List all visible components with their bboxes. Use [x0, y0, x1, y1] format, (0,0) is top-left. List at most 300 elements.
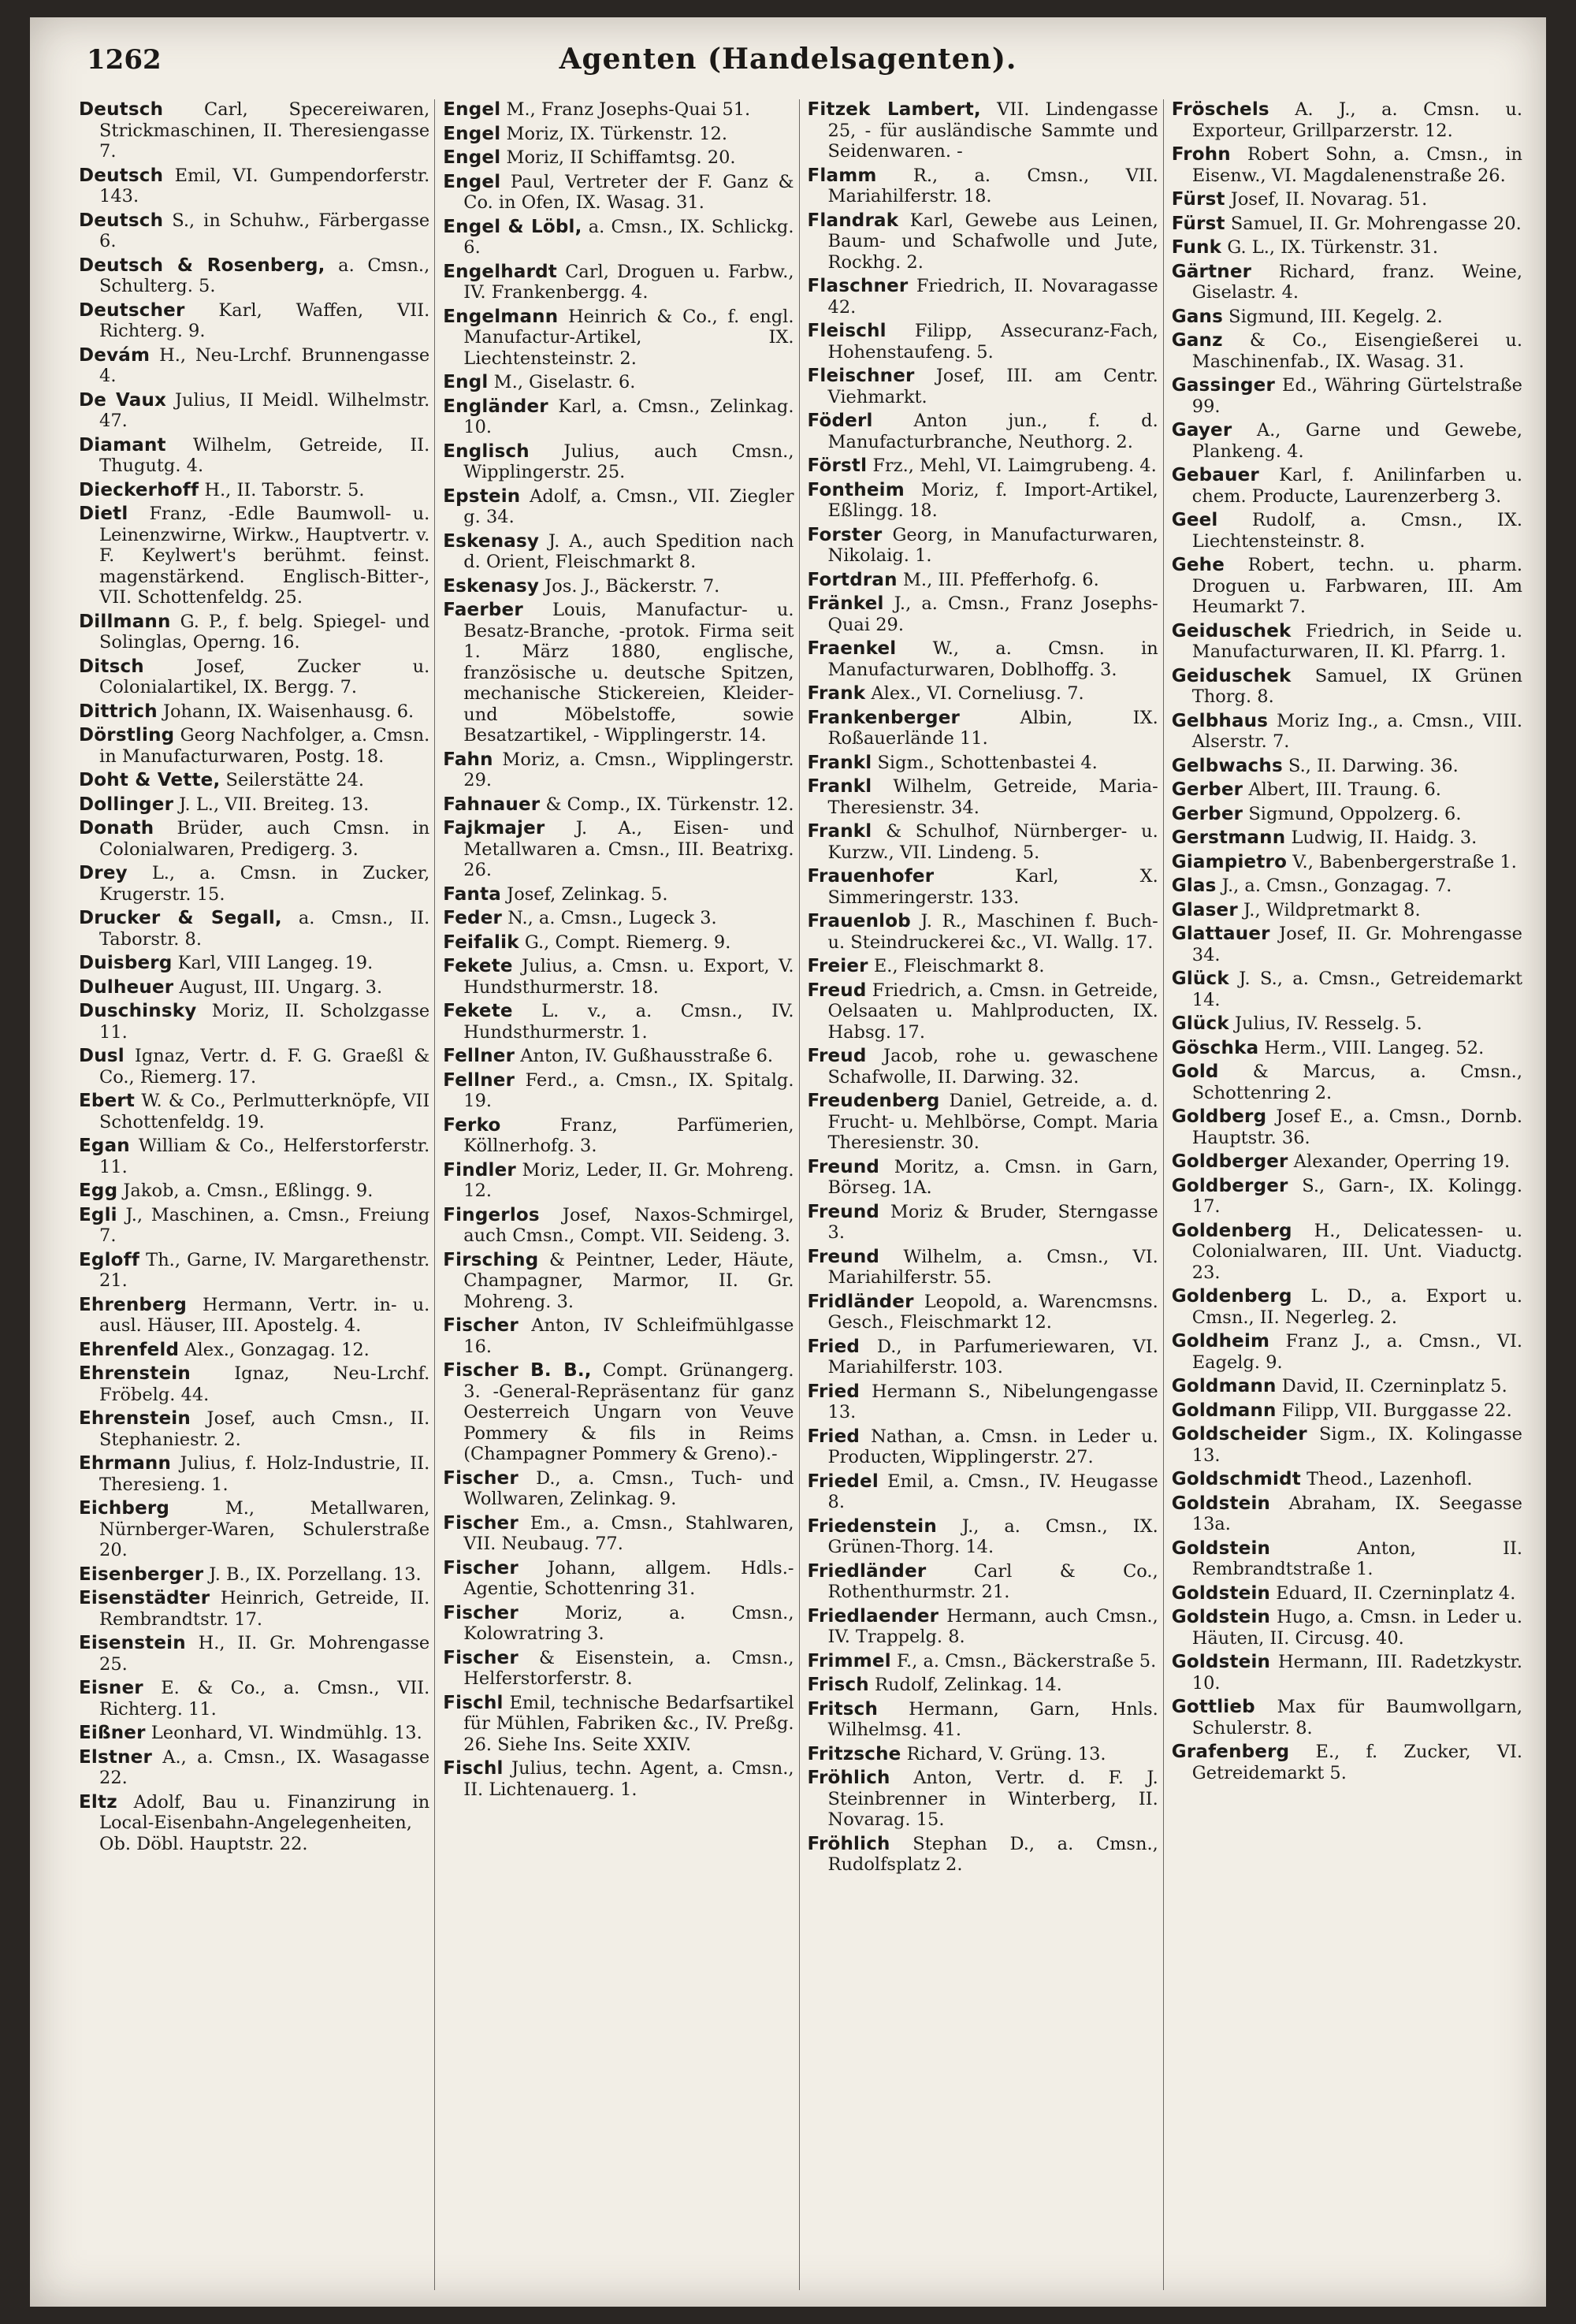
- column-4: [1172, 99, 1527, 2290]
- entry-name: Duisberg: [79, 953, 173, 973]
- entry-details: Abraham, IX. Seegasse 13a.: [1191, 1493, 1522, 1534]
- directory-entry: [443, 124, 794, 145]
- entry-details: Karl, VIII Langeg. 19.: [172, 953, 374, 973]
- entry-name: Eisner: [79, 1678, 143, 1698]
- directory-page: [30, 17, 1546, 2307]
- entry-name: Friedlaender: [807, 1605, 939, 1627]
- directory-entry: [79, 977, 429, 998]
- entry-details: Moriz, II. Scholzgasse 11.: [99, 1001, 430, 1043]
- entry-name: Fischer: [443, 1557, 519, 1578]
- entry-name: Goldstein: [1171, 1538, 1271, 1559]
- entry-details: Filipp, Assecuranz-Fach, Hohenstaufeng. 5.: [827, 321, 1158, 363]
- directory-entry: [79, 1001, 429, 1043]
- entry-details: Julius, auch Cmsn., Wipplingerstr. 25.: [463, 441, 794, 482]
- entry-name: Gerber: [1171, 779, 1243, 800]
- directory-entry: [443, 217, 794, 258]
- entry-details: J., a. Cmsn., Gonzagag. 7.: [1216, 876, 1452, 896]
- entry-details: Friedrich, a. Cmsn. in Getreide, Oelsaaten u. Mahlproducten, IX. Habsg. 17.: [827, 980, 1158, 1043]
- entry-details: N., a. Cmsn., Lugeck 3.: [502, 908, 717, 928]
- entry-name: Fleischner: [807, 366, 915, 386]
- entry-name: Fahn: [443, 749, 493, 770]
- entry-name: Feder: [443, 908, 503, 928]
- directory-entry: [1172, 1286, 1522, 1328]
- entry-details: Robert, techn. u. pharm. Droguen u. Farbwaren, III. Am Heumarkt 7.: [1191, 555, 1522, 617]
- directory-columns: [79, 99, 1527, 2290]
- entry-details: Em., a. Cmsn., Stahlwaren, VII. Neubaug. 77.: [463, 1512, 794, 1554]
- entry-name: Frisch: [807, 1675, 869, 1695]
- directory-entry: [808, 1699, 1158, 1741]
- column-3: [808, 99, 1164, 2290]
- entry-details: Max für Baumwollgarn, Schulerstr. 8.: [1191, 1697, 1522, 1738]
- entry-name: Goldmann: [1171, 1376, 1277, 1396]
- directory-entry: [79, 1792, 429, 1855]
- entry-name: Gottlieb: [1171, 1697, 1255, 1717]
- entry-details: Julius, f. Holz-Industrie, II. Theresieng. 1.: [99, 1453, 430, 1495]
- entry-name: Goldstein: [1171, 1582, 1271, 1604]
- entry-name: Flaschner: [807, 276, 909, 296]
- entry-details: S., II. Darwing. 36.: [1282, 755, 1459, 776]
- directory-entry: [443, 794, 794, 816]
- entry-details: & Comp., IX. Türkenstr. 12.: [540, 794, 794, 815]
- entry-name: Goldstein: [1171, 1652, 1271, 1672]
- directory-entry: [443, 1758, 794, 1800]
- entry-name: Goldenberg: [1171, 1286, 1292, 1307]
- entry-details: a. Cmsn., Schulterg. 5.: [99, 255, 430, 296]
- directory-entry: [443, 1603, 794, 1645]
- entry-details: Hermann, III. Radetzkystr. 10.: [1191, 1652, 1522, 1694]
- entry-name: Eißner: [79, 1723, 146, 1743]
- entry-name: Geel: [1171, 510, 1218, 530]
- entry-details: Daniel, Getreide, a. d. Frucht- u. Mehlbörse, Compt. Maria Theresienstr. 30.: [827, 1091, 1158, 1153]
- entry-name: Gehe: [1171, 555, 1225, 575]
- directory-entry: [1172, 420, 1522, 462]
- entry-details: Josef, Naxos-Schmirgel, auch Cmsn., Compt. VII. Seideng. 3.: [463, 1204, 794, 1246]
- entry-details: Albert, III. Traung. 6.: [1243, 779, 1441, 800]
- entry-name: Dulheuer: [79, 976, 174, 998]
- directory-entry: [443, 1046, 794, 1067]
- entry-details: Josef, Zucker u. Colonialartikel, IX. Bergg. 7.: [99, 656, 430, 697]
- entry-details: G., Compt. Riemerg. 9.: [519, 931, 731, 953]
- entry-details: J. A., Eisen- und Metallwaren a. Cmsn., III. Beatrixg. 26.: [463, 818, 794, 880]
- entry-name: Englisch: [443, 441, 530, 462]
- entry-details: Julius, a. Cmsn. u. Export, V. Hundsthurmerstr. 18.: [463, 956, 794, 998]
- entry-name: Engelhardt: [443, 261, 557, 282]
- directory-entry: [808, 911, 1158, 953]
- directory-entry: [1172, 779, 1522, 801]
- entry-name: Ebert: [79, 1091, 136, 1111]
- entry-details: F., a. Cmsn., Bäckerstraße 5.: [890, 1650, 1157, 1671]
- directory-entry: [443, 600, 794, 746]
- entry-details: Josef, Zelinkag. 5.: [501, 883, 668, 905]
- entry-name: Frankl: [807, 821, 872, 842]
- directory-entry: [1172, 969, 1522, 1010]
- entry-details: Carl & Co., Rothenthurmstr. 21.: [827, 1560, 1158, 1602]
- directory-entry: [808, 1157, 1158, 1199]
- directory-entry: [1172, 1013, 1522, 1035]
- entry-details: Adolf, a. Cmsn., VII. Ziegler g. 34.: [463, 485, 794, 527]
- directory-entry: [443, 441, 794, 483]
- directory-entry: [443, 818, 794, 881]
- entry-details: Wilhelm, a. Cmsn., VI. Mariahilferstr. 55.: [827, 1246, 1158, 1288]
- entry-details: J., Maschinen, a. Cmsn., Freiung 7.: [99, 1204, 430, 1246]
- directory-entry: [808, 980, 1158, 1043]
- entry-details: Emil, technische Bedarfsartikel für Mühlen, Fabriken &c., IV. Preßg. 26. Siehe Ins. Seite XXIV.: [463, 1692, 794, 1755]
- directory-entry: [443, 1001, 794, 1043]
- entry-name: Goldberger: [1171, 1151, 1288, 1172]
- entry-details: Heinrich, Getreide, II. Rembrandtstr. 17.: [99, 1588, 430, 1630]
- entry-name: Fränkel: [807, 593, 884, 614]
- entry-details: E., Fleischmarkt 8.: [868, 956, 1045, 976]
- entry-name: Glattauer: [1171, 924, 1270, 944]
- entry-name: Fischer: [443, 1647, 519, 1668]
- entry-name: Ehrmann: [79, 1453, 172, 1474]
- directory-entry: [79, 1091, 429, 1132]
- entry-name: Feifalik: [443, 931, 519, 953]
- entry-details: Friedrich, II. Novaragasse 42.: [827, 276, 1158, 318]
- directory-entry: [808, 1247, 1158, 1288]
- entry-name: Fridländer: [807, 1291, 914, 1312]
- directory-entry: [79, 1046, 429, 1088]
- entry-name: Eisenstädter: [79, 1588, 210, 1608]
- entry-name: Föderl: [807, 411, 873, 431]
- directory-entry: [1172, 711, 1522, 753]
- entry-details: H., II. Taborstr. 5.: [199, 479, 365, 500]
- entry-details: G. L., IX. Türkenstr. 31.: [1221, 237, 1439, 258]
- directory-entry: [808, 525, 1158, 567]
- entry-details: Moriz, f. Import-Artikel, Eßlingg. 18.: [827, 479, 1158, 521]
- entry-details: A., a. Cmsn., IX. Wasagasse 22.: [99, 1746, 430, 1788]
- directory-entry: [808, 99, 1158, 162]
- entry-name: Giampietro: [1171, 851, 1288, 872]
- entry-name: Gans: [1171, 306, 1224, 327]
- entry-details: J. B., IX. Porzellang. 13.: [203, 1564, 422, 1585]
- entry-details: Karl, Gewebe aus Leinen, Baum- und Schafwolle und Jute, Rockhg. 2.: [827, 210, 1158, 273]
- entry-name: Gelbhaus: [1171, 710, 1269, 731]
- entry-details: J., Wildpretmarkt 8.: [1237, 899, 1421, 920]
- entry-name: De Vaux: [79, 389, 167, 411]
- directory-entry: [1172, 189, 1522, 210]
- entry-name: Drey: [79, 863, 128, 883]
- entry-name: Freud: [807, 980, 867, 1001]
- directory-entry: [1172, 1331, 1522, 1373]
- directory-entry: [443, 956, 794, 998]
- entry-name: Eltz: [79, 1791, 117, 1813]
- entry-details: M., Franz Josephs-Quai 51.: [500, 99, 751, 120]
- directory-entry: [1172, 144, 1522, 186]
- entry-details: & Schulhof, Nürnberger- u. Kurzw., VII. Lindeng. 5.: [827, 821, 1158, 863]
- entry-details: & Peintner, Leder, Häute, Champagner, Marmor, II. Gr. Mohreng. 3.: [463, 1249, 794, 1312]
- entry-name: Gerber: [1171, 803, 1243, 824]
- entry-name: Eskenasy: [443, 575, 540, 597]
- directory-entry: [79, 1181, 429, 1202]
- entry-details: M., III. Pfefferhofg. 6.: [897, 569, 1099, 590]
- directory-entry: [79, 1363, 429, 1405]
- directory-entry: [808, 638, 1158, 680]
- entry-details: M., Giselastr. 6.: [488, 372, 636, 392]
- entry-name: Fröschels: [1171, 99, 1269, 120]
- directory-entry: [79, 725, 429, 767]
- directory-entry: [1172, 555, 1522, 618]
- entry-name: Ehrenstein: [79, 1363, 191, 1384]
- entry-name: Eisenstein: [79, 1633, 186, 1653]
- entry-details: Ed., Währing Gürtelstraße 99.: [1191, 375, 1522, 417]
- directory-entry: [1172, 1469, 1522, 1490]
- entry-details: Robert Sohn, a. Cmsn., in Eisenw., VI. Magdalenenstraße 26.: [1191, 144, 1522, 186]
- directory-entry: [79, 504, 429, 608]
- entry-name: Ditsch: [79, 656, 144, 677]
- directory-entry: [79, 1588, 429, 1630]
- entry-details: Ferd., a. Cmsn., IX. Spitalg. 19.: [463, 1069, 794, 1111]
- entry-name: Goldstein: [1171, 1493, 1271, 1514]
- entry-name: Glaser: [1171, 899, 1238, 920]
- column-1: [79, 99, 435, 2290]
- entry-details: D., a. Cmsn., Tuch- und Wollwaren, Zelinkag. 9.: [463, 1467, 794, 1509]
- directory-entry: [79, 1453, 429, 1495]
- entry-details: & Marcus, a. Cmsn., Schottenring 2.: [1191, 1062, 1522, 1103]
- entry-name: Dillmann: [79, 611, 171, 632]
- entry-details: Karl, f. Anilinfarben u. chem. Producte, Laurenzerberg 3.: [1191, 465, 1522, 507]
- entry-name: Dörstling: [79, 725, 175, 746]
- directory-entry: [808, 776, 1158, 818]
- entry-details: Karl, X. Simmeringerstr. 133.: [827, 866, 1158, 908]
- directory-entry: [1172, 307, 1522, 328]
- entry-name: Freund: [807, 1201, 880, 1222]
- entry-details: Alex., Gonzagag. 12.: [179, 1339, 370, 1360]
- directory-entry: [79, 255, 429, 297]
- entry-details: V., Babenbergerstraße 1.: [1287, 851, 1517, 872]
- entry-name: Geiduschek: [1171, 620, 1292, 641]
- directory-entry: [79, 794, 429, 816]
- directory-entry: [79, 99, 429, 162]
- directory-entry: [1172, 756, 1522, 777]
- directory-entry: [79, 1340, 429, 1361]
- entry-details: Alex., VI. Corneliusg. 7.: [865, 683, 1084, 704]
- entry-name: Frankl: [807, 776, 872, 797]
- entry-details: Johann, IX. Waisenhausg. 6.: [157, 701, 414, 722]
- directory-entry: [443, 1360, 794, 1465]
- entry-name: Engländer: [443, 396, 548, 417]
- directory-entry: [1172, 237, 1522, 258]
- entry-details: Th., Garne, IV. Margarethenstr. 21.: [99, 1249, 430, 1291]
- entry-name: Fitzek Lambert,: [807, 99, 981, 120]
- entry-name: Fried: [807, 1426, 860, 1447]
- entry-details: Karl, Waffen, VII. Richterg. 9.: [99, 299, 430, 341]
- entry-details: Moriz, a. Cmsn., Wipplingerstr. 29.: [463, 749, 794, 790]
- entry-name: Fellner: [443, 1046, 515, 1066]
- entry-details: H., Neu-Lrchf. Brunnengasse 4.: [99, 344, 430, 386]
- page-number: 1262: [87, 44, 162, 76]
- directory-entry: [443, 1115, 794, 1157]
- directory-entry: [1172, 1493, 1522, 1535]
- directory-entry: [443, 932, 794, 954]
- entry-details: Carl, Droguen u. Farbw., IV. Frankenbergg. 4.: [463, 261, 794, 303]
- directory-entry: [1172, 1400, 1522, 1422]
- directory-entry: [808, 321, 1158, 363]
- entry-name: Eichberg: [79, 1498, 170, 1519]
- entry-name: Deutsch: [79, 99, 164, 120]
- directory-entry: [1172, 1038, 1522, 1059]
- entry-details: Jos. J., Bäckerstr. 7.: [539, 575, 720, 597]
- entry-details: Samuel, II. Gr. Mohrengasse 20.: [1225, 213, 1522, 234]
- entry-details: R., a. Cmsn., VII. Mariahilferstr. 18.: [827, 165, 1158, 206]
- entry-details: Anton, IV. Gußhausstraße 6.: [515, 1046, 774, 1066]
- directory-entry: [1172, 1742, 1522, 1783]
- directory-entry: [443, 1513, 794, 1555]
- entry-details: Anton jun., f. d. Manufacturbranche, Neuthorg. 2.: [827, 411, 1158, 452]
- entry-name: Engel & Löbl,: [443, 216, 582, 237]
- entry-details: Anton, Vertr. d. F. J. Steinbrenner in Winterberg, II. Novarag. 15.: [827, 1768, 1158, 1830]
- entry-details: William & Co., Helferstorferstr. 11.: [99, 1136, 430, 1177]
- entry-name: Eskenasy: [443, 530, 540, 552]
- directory-entry: [808, 1471, 1158, 1513]
- directory-entry: [79, 1136, 429, 1177]
- entry-details: Wilhelm, Getreide, Maria-Theresienstr. 34.: [827, 776, 1158, 818]
- entry-name: Frohn: [1171, 144, 1231, 165]
- entry-name: Fröhlich: [807, 1768, 890, 1788]
- entry-name: Flamm: [807, 165, 877, 186]
- directory-entry: [808, 210, 1158, 273]
- entry-name: Frimmel: [807, 1650, 891, 1671]
- entry-details: Friedrich, in Seide u. Manufacturwaren, II. Kl. Pfarrg. 1.: [1191, 620, 1522, 662]
- entry-details: Josef, III. am Centr. Viehmarkt.: [827, 366, 1158, 407]
- directory-entry: [1172, 1062, 1522, 1103]
- directory-entry: [79, 770, 429, 791]
- entry-details: Moriz, a. Cmsn., Kolowratring 3.: [463, 1602, 794, 1644]
- entry-name: Glück: [1171, 1013, 1229, 1034]
- entry-details: W., a. Cmsn. in Manufacturwaren, Doblhoffg. 3.: [827, 638, 1158, 680]
- entry-name: Fekete: [443, 1001, 513, 1021]
- directory-entry: [443, 486, 794, 528]
- entry-details: Hugo, a. Cmsn. in Leder u. Häuten, II. Circusg. 40.: [1191, 1607, 1522, 1649]
- entry-details: Franz J., a. Cmsn., VI. Eagelg. 9.: [1191, 1331, 1522, 1373]
- entry-name: Ferko: [443, 1114, 501, 1136]
- directory-entry: [808, 165, 1158, 207]
- entry-details: Sigm., IX. Kolingasse 13.: [1191, 1424, 1522, 1466]
- entry-details: Seilerstätte 24.: [220, 770, 365, 790]
- entry-details: Frz., Mehl, VI. Laimgrubeng. 4.: [867, 456, 1157, 476]
- entry-details: Sigmund, Oppolzerg. 6.: [1243, 803, 1462, 824]
- directory-entry: [808, 276, 1158, 318]
- entry-details: Rudolf, Zelinkag. 14.: [868, 1675, 1062, 1695]
- entry-details: L. D., a. Export u. Cmsn., II. Negerleg. 2.: [1191, 1286, 1522, 1328]
- entry-details: Moriz & Bruder, Sterngasse 3.: [827, 1201, 1158, 1243]
- directory-entry: [1172, 1376, 1522, 1397]
- directory-entry: [808, 866, 1158, 908]
- directory-entry: [443, 99, 794, 121]
- entry-name: Fortdran: [807, 569, 898, 590]
- directory-entry: [443, 1558, 794, 1600]
- entry-details: Moriz, II Schiffamtsg. 20.: [500, 147, 736, 168]
- entry-details: Ignaz, Neu-Lrchf. Fröbelg. 44.: [99, 1363, 430, 1405]
- directory-entry: [1172, 375, 1522, 417]
- entry-name: Goldmann: [1171, 1400, 1277, 1421]
- directory-entry: [443, 1315, 794, 1357]
- entry-details: Herm., VIII. Langeg. 52.: [1258, 1037, 1485, 1058]
- directory-entry: [79, 612, 429, 653]
- entry-name: Goldscheider: [1171, 1424, 1307, 1445]
- directory-entry: [443, 147, 794, 169]
- entry-name: Epstein: [443, 485, 521, 507]
- entry-details: Samuel, IX Grünen Thorg. 8.: [1191, 665, 1522, 707]
- entry-name: Freudenberg: [807, 1091, 940, 1111]
- entry-details: Nathan, a. Cmsn. in Leder u. Producten, Wipplingerstr. 27.: [827, 1426, 1158, 1467]
- directory-entry: [79, 1747, 429, 1789]
- entry-name: Fingerlos: [443, 1204, 540, 1225]
- entry-details: A. J., a. Cmsn. u. Exporteur, Grillparzerstr. 12.: [1191, 99, 1522, 141]
- entry-name: Egloff: [79, 1249, 140, 1270]
- entry-name: Gärtner: [1171, 261, 1252, 282]
- entry-name: Fischer: [443, 1315, 519, 1336]
- directory-entry: [1172, 1176, 1522, 1218]
- directory-entry: [443, 531, 794, 573]
- entry-name: Fröhlich: [807, 1833, 890, 1854]
- entry-details: Franz, Parfümerien, Köllnerhofg. 3.: [463, 1114, 794, 1156]
- entry-details: S., Garn-, IX. Kolingg. 17.: [1191, 1175, 1522, 1217]
- directory-entry: [79, 1408, 429, 1450]
- entry-details: Ludwig, II. Haidg. 3.: [1285, 827, 1478, 848]
- directory-entry: [808, 1337, 1158, 1378]
- entry-name: Gebauer: [1171, 465, 1259, 485]
- entry-details: Jacob, rohe u. gewaschene Schafwolle, II. Darwing. 32.: [827, 1046, 1158, 1088]
- entry-name: Fontheim: [807, 479, 905, 500]
- entry-name: Eisenberger: [79, 1564, 204, 1585]
- directory-entry: [79, 165, 429, 207]
- entry-details: Hermann, auch Cmsn., IV. Trappelg. 8.: [827, 1605, 1158, 1647]
- entry-details: L. v., a. Cmsn., IV. Hundsthurmerstr. 1.: [463, 1001, 794, 1043]
- entry-name: Friedländer: [807, 1560, 927, 1582]
- directory-entry: [443, 908, 794, 929]
- entry-name: Goldschmidt: [1171, 1469, 1301, 1489]
- directory-entry: [1172, 827, 1522, 849]
- entry-name: Deutsch: [79, 165, 164, 186]
- directory-entry: [808, 480, 1158, 522]
- entry-details: August, III. Ungarg. 3.: [173, 976, 383, 998]
- directory-entry: [808, 456, 1158, 477]
- directory-entry: [443, 1160, 794, 1202]
- entry-details: Paul, Vertreter der F. Ganz & Co. in Ofen, IX. Wasag. 31.: [463, 171, 794, 213]
- entry-name: Dieckerhoff: [79, 479, 199, 500]
- entry-name: Egli: [79, 1204, 117, 1225]
- entry-details: Josef, auch Cmsn., II. Stephaniestr. 2.: [99, 1408, 430, 1450]
- entry-details: A., Garne und Gewebe, Plankeng. 4.: [1191, 420, 1522, 462]
- entry-details: Leonhard, VI. Windmühlg. 13.: [145, 1723, 422, 1743]
- entry-details: Anton, II. Rembrandtstraße 1.: [1191, 1538, 1522, 1579]
- directory-entry: [1172, 1151, 1522, 1173]
- directory-entry: [1172, 1652, 1522, 1694]
- entry-name: Fanta: [443, 883, 502, 905]
- entry-details: Leopold, a. Warencmsns. Gesch., Fleischmarkt 12.: [827, 1291, 1158, 1333]
- entry-name: Fekete: [443, 956, 513, 976]
- directory-entry: [443, 1468, 794, 1510]
- entry-details: Richard, V. Grüng. 13.: [901, 1743, 1106, 1764]
- entry-details: Theod., Lazenhofl.: [1300, 1469, 1473, 1489]
- directory-entry: [808, 1675, 1158, 1696]
- directory-entry: [808, 1606, 1158, 1648]
- entry-name: Engel: [443, 147, 501, 168]
- running-title: Agenten (Handelsagenten).: [559, 43, 1017, 76]
- directory-entry: [1172, 852, 1522, 873]
- directory-entry: [79, 863, 429, 905]
- directory-entry: [443, 372, 794, 393]
- directory-entry: [808, 1046, 1158, 1088]
- directory-entry: [79, 908, 429, 950]
- entry-details: Heinrich & Co., f. engl. Manufactur-Artikel, IX. Liechtensteinstr. 2.: [463, 306, 794, 369]
- directory-entry: [79, 390, 429, 432]
- directory-entry: [1172, 1424, 1522, 1466]
- directory-entry: [79, 435, 429, 477]
- entry-name: Fried: [807, 1336, 860, 1357]
- entry-name: Dietl: [79, 504, 128, 524]
